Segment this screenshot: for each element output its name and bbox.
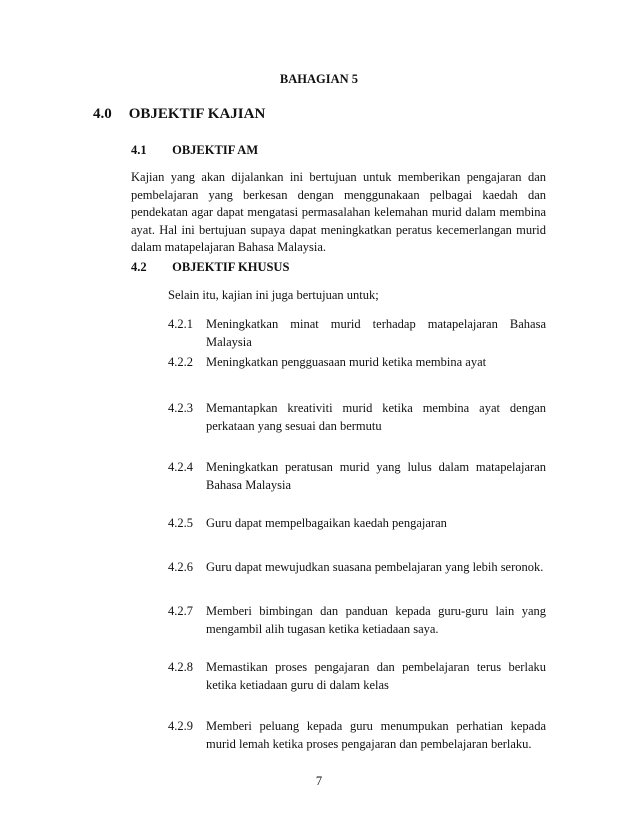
item-line: murid lemah ketika proses pengajaran dan pembelajaran berlaku.: [206, 736, 532, 751]
item-line: Memberi peluang kepada guru menumpukan perhatian kepada: [206, 719, 546, 733]
item-number: 4.2.8: [168, 660, 193, 674]
section-number: 4.1: [131, 143, 147, 157]
item-line: mengambil alih tugasan ketika ketiadaan saya.: [206, 621, 439, 636]
paragraph-line: pembelajaran yang berkesan dengan menggunakaan pelbagai kaedah dan: [131, 187, 546, 202]
item-number: 4.2.4: [168, 460, 193, 474]
item-line: ketika ketiadaan guru di dalam kelas: [206, 677, 389, 692]
section-title: OBJEKTIF AM: [172, 143, 259, 157]
paragraph-line: Kajian yang akan dijalankan ini bertujuan untuk memberikan pengajaran dan: [131, 170, 546, 184]
item-number: 4.2.2: [168, 355, 193, 369]
item-line: perkataan yang sesuai dan bermutu: [206, 418, 382, 433]
page-number: 7: [315, 774, 323, 788]
section-number: 4.2: [131, 260, 147, 274]
item-line: Meningkatkan minat murid terhadap matapelajaran Bahasa: [206, 317, 546, 331]
item-line: Malaysia: [206, 334, 252, 349]
item-line: Memastikan proses pengajaran dan pembelajaran terus berlaku: [206, 660, 546, 674]
section-heading-specific: [131, 260, 289, 275]
paragraph-line: dalam matapelajaran Bahasa Malaysia.: [131, 240, 327, 254]
section-heading-general: [131, 143, 258, 158]
item-line: Guru dapat mempelbagaikan kaedah pengajaran: [206, 516, 447, 530]
item-line: Meningkatkan peratusan murid yang lulus dalam matapelajaran: [206, 460, 546, 474]
item-number: 4.2.3: [168, 401, 193, 415]
item-line: Bahasa Malaysia: [206, 477, 292, 492]
item-number: 4.2.9: [168, 719, 193, 733]
item-line: Guru dapat mewujudkan suasana pembelajaran yang lebih seronok.: [206, 560, 544, 574]
item-number: 4.2.7: [168, 604, 193, 618]
item-line: Meningkatkan pengguasaan murid ketika membina ayat: [206, 355, 487, 369]
section-title: OBJEKTIF KHUSUS: [172, 260, 290, 274]
chapter-heading: [93, 106, 265, 123]
item-line: Memberi bimbingan dan panduan kepada guru-guru lain yang: [206, 604, 546, 618]
paragraph-line: ayat. Hal ini bertujuan supaya dapat meningkatkan peratus kecemerlangan murid: [131, 222, 546, 237]
item-line: Memantapkan kreativiti murid ketika membina ayat dengan: [206, 401, 546, 415]
chapter-number: 4.0: [93, 106, 112, 122]
chapter-title: OBJEKTIF KAJIAN: [128, 106, 266, 122]
specific-objective-intro: Selain itu, kajian ini juga bertujuan untuk;: [168, 288, 379, 302]
item-number: 4.2.5: [168, 516, 193, 530]
part-heading: BAHAGIAN 5: [279, 72, 359, 86]
general-objective-paragraph: [131, 169, 546, 257]
paragraph-line: pendekatan agar dapat mengatasi permasalahan kelemahan murid dalam membina: [131, 205, 546, 219]
item-number: 4.2.6: [168, 560, 193, 574]
item-number: 4.2.1: [168, 317, 193, 331]
